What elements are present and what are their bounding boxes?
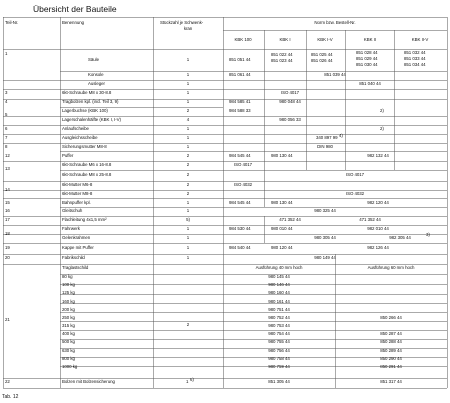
- load-value: 100 kg: [62, 282, 75, 287]
- part-name: Gelenkrahmen: [62, 235, 91, 240]
- part-qty: 1: [186, 245, 190, 250]
- part-name: 6kt-Schraube M8 x 25-8.8: [62, 172, 112, 177]
- header-norm: Norm bzw. Bestell-Nr.: [314, 20, 356, 25]
- order-number: 851 051 44: [229, 57, 251, 62]
- footnote-mark: 2): [380, 108, 384, 113]
- load-value: 500 kg: [62, 339, 75, 344]
- part-number: 7: [5, 135, 8, 140]
- column-subheader: Ausführung 40 mm hoch: [255, 265, 303, 270]
- load-value: 1000 kg: [62, 364, 78, 369]
- part-name: 6kt-Mutter M6-8: [62, 182, 93, 187]
- norm-value: ISO 4017: [345, 172, 365, 177]
- part-name: Bolzen mit Bolzensicherung: [62, 379, 115, 384]
- order-number: 471 352 44: [359, 217, 381, 222]
- order-number: 980 161 44: [268, 299, 290, 304]
- order-number: 851 022 44: [271, 52, 293, 57]
- order-number: 980 755 44: [268, 339, 290, 344]
- norm-value: ISO 4017: [280, 90, 300, 95]
- part-name: Gleitschuh: [62, 208, 83, 213]
- order-number: 980 758 44: [268, 356, 290, 361]
- part-number: 1: [5, 51, 8, 56]
- part-qty: 1: [186, 99, 190, 104]
- order-number: 851 039 44: [324, 72, 346, 77]
- order-number: 980 130 44: [271, 153, 293, 158]
- header-kbk1: KBK I: [279, 37, 291, 42]
- order-number: 982 126 44: [367, 245, 389, 250]
- footnote-mark: 3): [426, 232, 430, 237]
- norm-value: ISO 4017: [233, 162, 253, 167]
- part-name: Bahnpuffer kpl.: [62, 200, 91, 205]
- order-number: 851 029 44: [356, 56, 378, 61]
- part-number: 18: [5, 231, 10, 236]
- order-number: 984 585 41: [229, 99, 251, 104]
- order-number: 980 325 44: [314, 208, 336, 213]
- part-number: 19: [5, 245, 10, 250]
- part-qty: 2: [186, 153, 190, 158]
- footnote-mark: 4): [339, 133, 343, 138]
- load-value: 250 kg: [62, 315, 75, 320]
- part-number: 5: [5, 112, 8, 117]
- part-qty: 2: [186, 322, 190, 327]
- order-number: 851 033 44: [404, 56, 426, 61]
- part-qty: 1: [186, 226, 190, 231]
- order-number: 980 120 44: [271, 245, 293, 250]
- load-value: 125 kg: [62, 290, 75, 295]
- header-kbk2: KBK II: [363, 37, 377, 42]
- order-number: 980 048 44: [279, 99, 301, 104]
- part-number: 3: [5, 90, 8, 95]
- order-number: 851 317 44: [380, 379, 402, 384]
- part-name: Ausgleichsscheibe: [62, 135, 98, 140]
- part-qty: 1: [186, 208, 190, 213]
- part-name: 6kt-Schraube M8 x 30-8.8: [62, 90, 112, 95]
- part-number: 6: [5, 126, 8, 131]
- page-title: Übersicht der Bauteile: [33, 4, 117, 14]
- order-number: 980 753 44: [268, 323, 290, 328]
- order-number: 980 160 44: [268, 290, 290, 295]
- part-name: Puffer: [62, 153, 74, 158]
- part-name: 6kt-Mutter M8-8: [62, 191, 93, 196]
- part-name: Fabrikschild: [62, 255, 85, 260]
- part-name: Fahrwerk: [62, 226, 80, 231]
- part-name: Lagerbuchse (KBK 100): [62, 108, 108, 113]
- load-value: 400 kg: [62, 331, 75, 336]
- order-number: 980 759 44: [268, 364, 290, 369]
- footnote-mark: 6): [190, 377, 194, 382]
- order-number: 984 530 44: [229, 226, 251, 231]
- column-subheader: Ausführung 60 mm hoch: [367, 265, 415, 270]
- part-qty: 1: [186, 135, 190, 140]
- part-number: 17: [5, 217, 10, 222]
- part-qty: 1: [186, 200, 190, 205]
- order-number: 851 025 44: [311, 52, 333, 57]
- order-number: 850 288 44: [380, 339, 402, 344]
- load-value: 630 kg: [62, 348, 75, 353]
- order-number: 850 266 44: [380, 315, 402, 320]
- part-qty: 2: [186, 108, 190, 113]
- order-number: 982 010 44: [367, 226, 389, 231]
- part-number: 21: [5, 317, 10, 322]
- order-number: 980 056 33: [279, 117, 301, 122]
- order-number: 851 030 44: [356, 62, 378, 67]
- load-value: 200 kg: [62, 307, 75, 312]
- norm-value: DIN 980: [317, 144, 333, 149]
- order-number: 980 756 44: [268, 348, 290, 353]
- part-number: 20: [5, 255, 10, 260]
- order-number: 980 751 44: [268, 307, 290, 312]
- order-number: 980 754 44: [268, 331, 290, 336]
- load-value: 80 kg: [62, 274, 73, 279]
- part-qty: 1: [186, 72, 190, 77]
- table-caption: Tab. 12: [2, 394, 19, 400]
- part-name: Flachleitung 4x1,5 mm²: [62, 217, 107, 222]
- order-number: 850 289 44: [380, 348, 402, 353]
- part-name: 6kt-Schraube M6 x 16-8.8: [62, 162, 112, 167]
- order-number: 471 352 44: [279, 217, 301, 222]
- header-teil-nr: Teil-Nr.: [5, 20, 19, 25]
- order-number: 851 034 44: [404, 62, 426, 67]
- part-number: 12: [5, 153, 10, 158]
- part-name: Traglastschild: [62, 265, 89, 270]
- part-name: Ausleger: [88, 81, 105, 86]
- order-number: 850 290 44: [380, 356, 402, 361]
- part-number: 16: [5, 208, 10, 213]
- part-number: 15: [5, 200, 10, 205]
- part-number: 4: [5, 99, 8, 104]
- part-qty: 2: [186, 182, 190, 187]
- part-name: Tragbolzen kpl. (incl. Teil 3, 9): [62, 99, 119, 104]
- part-qty: 1: [186, 144, 190, 149]
- order-number: 851 305 44: [268, 379, 290, 384]
- part-number: 13: [5, 166, 10, 171]
- order-number: 851 026 44: [311, 58, 333, 63]
- header-kbk2v: KBK II-V: [411, 37, 429, 42]
- part-name: Konsole: [88, 72, 104, 77]
- order-number: 980 305 44: [314, 235, 336, 240]
- order-number: 980 752 44: [268, 315, 290, 320]
- order-number: 980 146 44: [268, 282, 290, 287]
- order-number: 984 540 44: [229, 245, 251, 250]
- order-number: 851 040 44: [359, 81, 381, 86]
- norm-value: ISO 4032: [233, 182, 253, 187]
- order-number: 984 588 33: [229, 108, 251, 113]
- part-name: Anlaufscheibe: [62, 126, 89, 131]
- part-qty: 1: [186, 57, 190, 62]
- part-qty: 4: [186, 117, 190, 122]
- load-value: 160 kg: [62, 299, 75, 304]
- part-name: Kappe mit Puffer: [62, 245, 94, 250]
- part-name: Sicherungsmutter M8-8: [62, 144, 107, 149]
- norm-value: ISO 4032: [345, 191, 365, 196]
- header-kbk100: KBK 100: [234, 37, 252, 42]
- part-qty: 2: [186, 191, 190, 196]
- header-benennung: Benennung: [62, 20, 85, 25]
- order-number: 850 291 44: [380, 364, 402, 369]
- order-number: 982 132 44: [367, 153, 389, 158]
- footnote-mark: 2): [380, 126, 384, 131]
- order-number: 851 061 44: [229, 72, 251, 77]
- part-qty: 2: [186, 162, 190, 167]
- part-qty: 1: [186, 379, 189, 384]
- part-qty: 2: [186, 172, 190, 177]
- order-number: 984 545 44: [229, 200, 251, 205]
- part-qty: 1: [186, 126, 190, 131]
- order-number: 980 010 44: [271, 226, 293, 231]
- header-kbk1v: KBK I-V: [317, 37, 333, 42]
- order-number: 851 032 44: [404, 50, 426, 55]
- order-number: 850 287 44: [380, 331, 402, 336]
- order-number: 980 130 44: [271, 200, 293, 205]
- part-name: Säule: [88, 57, 99, 62]
- order-number: 980 149 44: [314, 255, 336, 260]
- order-number: 982 305 44: [389, 235, 411, 240]
- footnote-mark: 5): [186, 217, 190, 222]
- order-number: 851 023 44: [271, 58, 293, 63]
- order-number: 851 028 44: [356, 50, 378, 55]
- order-number: 984 545 44: [229, 153, 251, 158]
- part-qty: 1: [186, 90, 190, 95]
- part-number: 8: [5, 144, 8, 149]
- part-number: 22: [5, 379, 10, 384]
- part-name: Lagerschalenhälfte (KBK I, I-V): [62, 117, 121, 122]
- part-qty: 1: [186, 235, 190, 240]
- header-stueckzahl-line1: Stückzahl je Schwenk-: [160, 20, 204, 25]
- part-number: 14: [5, 187, 10, 192]
- header-stueckzahl-line2: kran: [183, 26, 193, 31]
- part-qty: 1: [186, 81, 190, 86]
- order-number: 980 145 44: [268, 274, 290, 279]
- load-value: 800 kg: [62, 356, 75, 361]
- load-value: 315 kg: [62, 323, 75, 328]
- order-number: 982 120 44: [367, 200, 389, 205]
- part-qty: 1: [186, 255, 190, 260]
- order-number: 340 897 99: [316, 135, 338, 140]
